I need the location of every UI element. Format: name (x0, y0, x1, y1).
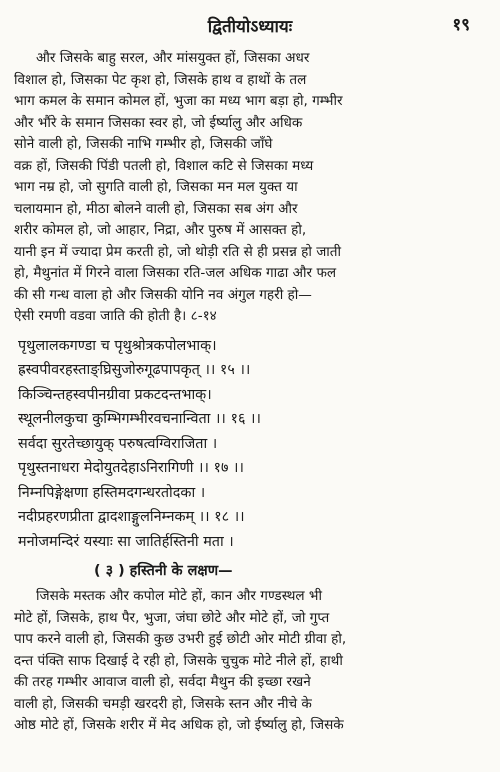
text-line: सोने वाली हो, जिसकी नाभि गम्भीर हो, जिसकी जाँघे (14, 136, 273, 152)
text-line: हो, मैथुनांत में गिरने वाला जिसका रति-जल अधिक गाढा और फल (14, 265, 337, 281)
verse-line: पृथुस्तनाधरा मेदोयुतदेहाऽनिरागिणी ।। १७ ।। (18, 460, 244, 476)
chapter-title: द्वितीयोऽध्यायः (207, 17, 293, 37)
text-line: विशाल हो, जिसका पेट कृश हो, जिसके हाथ व हाथों के तल (14, 71, 307, 88)
text-line: वक्र हों, जिसकी पिंडी पतली हो, विशाल कटि से जिसका मध्य (14, 157, 314, 174)
page-header (14, 0, 486, 48)
text-line: मोटे हों, जिसके, हाथ पैर, भुजा, जंघा छोटे और मोटे हों, जो गुप्त (14, 609, 330, 626)
verse-line: पृथुलालकगण्डा च पृथुश्रोत्रकपोलभाक्। (18, 337, 217, 354)
verse-line: सर्वदा सुरतेच्छायुक् परुषत्वग्विराजिता । (18, 435, 218, 452)
text-line: चलायमान हो, मीठा बोलने वाली हो, जिसका सब अंग और (14, 200, 298, 217)
text-line: और भौंरे के समान जिसका स्वर हो, जो ईर्ष्यालु और अधिक (14, 114, 303, 131)
paragraph-hastini-description (14, 586, 486, 737)
text-line: भाग कमल के समान कोमल हों, भुजा का मध्य भाग बड़ा हो, गम्भीर (14, 93, 343, 109)
paragraph-vadava-description (14, 48, 486, 328)
text-line: वाली हो, जिसकी चमड़ी खरदरी हो, जिसके स्तन और नीचे के (14, 695, 312, 712)
text-line: और जिसके बाहु सरल, और मांसयुक्त हों, जिसका अधर (36, 50, 310, 66)
page-number: १९ (452, 15, 470, 35)
verse-line: मनोजमन्दिरं यस्याः सा जातिर्हस्तिनी मता । (18, 533, 234, 550)
sanskrit-verses (14, 334, 486, 555)
text-line: भाग नम्र हो, जो सुगति वाली हो, जिसका मन मल युक्त या (14, 179, 298, 195)
verse-line: नदीप्रहरणप्रीता द्वादशाङ्गुलनिम्नकम् ।। १८ ।। (18, 509, 245, 525)
verse-line: किञ्चिन्तहस्वपीनग्रीवा प्रकटदन्तभाक्। (18, 386, 212, 403)
verse-line: निम्नपिङ्गेक्षणा हस्तिमदगन्धरतोदका । (18, 484, 206, 501)
text-line: दन्त पंक्ति साफ दिखाई दे रही हो, जिसके चुचुक मोटे नीले हों, हाथी (14, 652, 343, 669)
text-line: ओष्ठ मोटे हों, जिसके शरीर में मेद अधिक हो, जो ईर्ष्यालु हो, जिसके (14, 717, 344, 733)
text-line: शरीर कोमल हो, जो आहार, निद्रा, और पुरुष में आसक्त हो, (14, 222, 307, 238)
text-line: की सी गन्ध वाला हो और जिसकी योनि नव अंगुल गहरी हो— (14, 286, 312, 303)
text-line: ऐसी रमणी वडवा जाति की होती है। ८-१४ (14, 308, 217, 324)
text-line: जिसके मस्तक और कपोल मोटे हों, कान और गण्डस्थल भी (36, 588, 323, 604)
section-heading-hastini: ( ३ ) हस्तिनी के लक्षण— (94, 563, 233, 579)
text-line: की तरह गम्भीर आवाज वाली हो, सर्वदा मैथुन की इच्छा रखने (14, 674, 311, 690)
text-line: पाप करने वाली हो, जिसकी कुछ उभरी हुई छोटी ओर मोटी ग्रीवा हो, (14, 631, 347, 647)
verse-line: ह्रस्वपीवरहस्ताङ्घ्रिसुजोरुगूढपापकृत् ।। १५ ।। (18, 362, 251, 378)
text-line: यानी इन में ज्यादा प्रेम करती हो, जो थोड़ी रति से ही प्रसन्न हो जाती (14, 243, 342, 260)
verse-line: स्थूलनीलकुचा कुम्भिगम्भीरवचनान्विता ।। १६ ।। (18, 411, 261, 427)
